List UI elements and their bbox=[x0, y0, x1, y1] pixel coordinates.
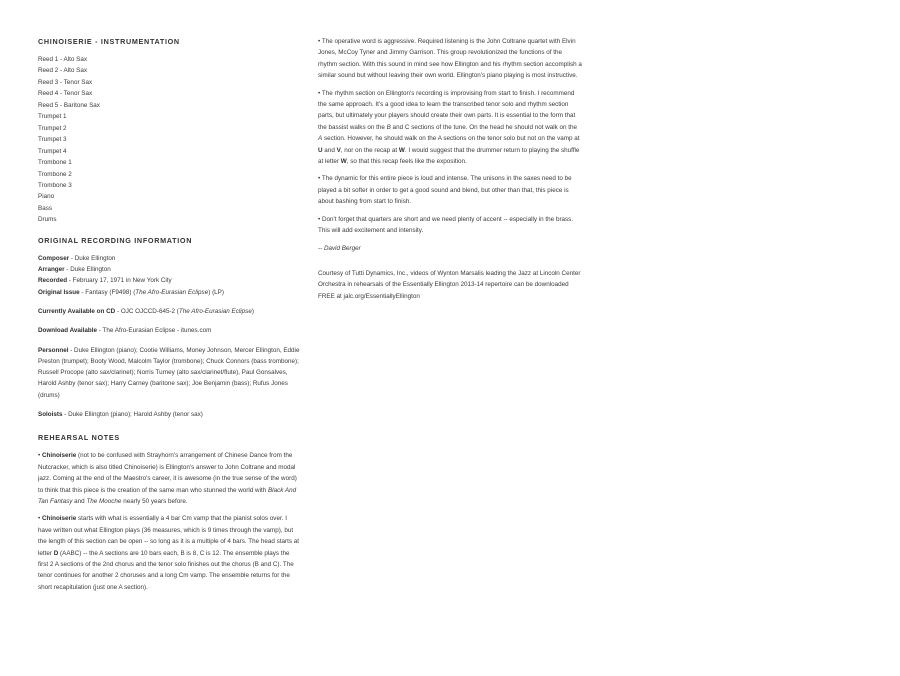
arranger-label: Arranger bbox=[38, 266, 65, 274]
cd-label: Currently Available on CD bbox=[38, 307, 116, 315]
instrument-item: Reed 2 - Alto Sax bbox=[38, 67, 88, 75]
note1-text-a: (not to be confused with Strayhorn's arrangement of Chinese Dance from the Nutcracker, which is also titled Chinoiserie) is Ellington's answer to John Coltrane and modal jazz. Coming at the end of the Maestro's career, it is awesome (in the true sense of the word) to think that this piece is the creation of the same man who stunned the world with bbox=[38, 452, 297, 494]
instrument-item: Trumpet 2 bbox=[38, 124, 67, 132]
instrument-item: Trumpet 3 bbox=[38, 136, 67, 144]
composer-label: Composer bbox=[38, 254, 70, 262]
instrument-item: Reed 1 - Alto Sax bbox=[38, 56, 88, 63]
rehearsal-note-1: • Chinoiserie (not to be confused with Strayhorn's arrangement of Chinese Dance from the Nutcracker, which is also titled Chinoiserie) is Ellington's answer to John Coltrane and modal jazz. Coming at the end of the Maestro's career, it is awesome (in the true sense of the word) to think that this piece is the creation of the same man who stunned the world with Black And Tan Fantasy and The Mooche nearly 50 years before. bbox=[38, 452, 297, 505]
rhythm-text-g: , so that this recap feels like the exposition. bbox=[346, 158, 467, 166]
letter-v: V bbox=[336, 146, 341, 154]
arranger-line bbox=[38, 264, 300, 275]
instrument-item: Bass bbox=[38, 204, 52, 212]
note2-text-b: (AABC) -- the A sections are 10 bars each, B is 8, C is 12. The ensemble plays the first 2 A sections of the 2nd chorus and the tenor solo finishes out the chorus (B and C). The tenor continues for another 2 choruses and a long Cm vamp. The ensemble returns for the short recapitulation (just one A section). bbox=[38, 549, 294, 591]
note-rhythm-section: • The rhythm section on Ellington's recording is improvising from start to finish. I recommend the same approach. It's a good idea to learn the transcribed tenor solo and rhythm section parts, but ultimately your players should create their own parts. It is essential to the form that the bassist walks on the B and C sections of the tune. On the head he should not walk on the A section. However, he should walk on the A sections on the tenor solo but not on the vamp at U and V, nor on the recap at W. I would suggest that the drummer return to playing the shuffle at letter W, so that this recap feels like the exposition. bbox=[318, 89, 580, 166]
note1-title-black-and-tan: Black And Tan Fantasy bbox=[38, 486, 297, 505]
soloists-label: Soloists bbox=[38, 411, 63, 419]
note1-title-mooche: The Mooche bbox=[86, 497, 122, 505]
instrument-item: Reed 3 - Tenor Sax bbox=[38, 78, 93, 86]
download-label: Download Available bbox=[38, 327, 98, 335]
rehearsal-heading: REHEARSAL NOTES bbox=[38, 433, 120, 443]
instrument-item: Trombone 1 bbox=[38, 159, 72, 167]
instrument-item: Trombone 2 bbox=[38, 170, 72, 178]
original-issue-album: The Afro-Eurasian Eclipse bbox=[135, 288, 209, 296]
rhythm-a-letter: A bbox=[318, 135, 323, 143]
instrument-item: Trumpet 1 bbox=[38, 113, 67, 121]
letter-w-2: W bbox=[340, 158, 347, 166]
instrumentation-heading: CHINOISERIE - INSTRUMENTATION bbox=[38, 37, 180, 46]
original-issue-post: ) (LP) bbox=[208, 288, 224, 296]
signature: -- David Berger bbox=[318, 244, 361, 252]
note2-text-a: starts with what is essentially a 4 bar Cm vamp that the pianist solos over. I have written out what Ellington plays (36 measures, which is 9 times through the vamp), but the length of this section can be open -- so long as it is a multiple of 4 bars. The head starts at letter bbox=[38, 515, 300, 557]
rhythm-text-f: . I would suggest that the drummer return to playing the shuffle at letter bbox=[318, 146, 580, 166]
personnel-label: Personnel bbox=[38, 346, 69, 354]
note1-title: Chinoiserie bbox=[41, 452, 77, 460]
original-issue-label: Original Issue bbox=[38, 288, 80, 296]
recording-section bbox=[38, 235, 300, 421]
soloists-value: - Duke Ellington (piano); Harold Ashby (tenor sax) bbox=[62, 411, 203, 419]
recording-heading: ORIGINAL RECORDING INFORMATION bbox=[38, 235, 193, 245]
cd-post: ) bbox=[251, 307, 254, 315]
instrument-item: Drums bbox=[38, 216, 57, 224]
note-quarters: • Don't forget that quarters are short and we need plenty of accent -- especially in the brass. This will add excitement and intensity. bbox=[318, 215, 574, 235]
right-column bbox=[318, 36, 582, 302]
soloists-line bbox=[38, 409, 300, 420]
note2-title: Chinoiserie bbox=[41, 515, 77, 523]
original-issue-pre: - Fantasy (F9498) ( bbox=[79, 288, 136, 296]
courtesy-note: Courtesy of Tutti Dynamics, Inc., videos of Wynton Marsalis leading the Jazz at Lincoln Center Orchestra in rehearsals of the Essentially Ellington 2013-14 repertoire can be downloaded FREE at jalc.org/EssentiallyEllington bbox=[318, 269, 581, 300]
cd-pre: - OJC OJCCD-645-2 ( bbox=[115, 307, 179, 315]
recorded-value: - February 17, 1971 in New York City bbox=[67, 277, 172, 285]
instrument-item: Trombone 3 bbox=[38, 181, 72, 189]
note-aggressive-text: The operative word is aggressive. Required listening is the John Coltrane quartet with Elvin Jones, McCoy Tyner and Jimmy Garrison. This group revolutionized the functions of the rhythm section. With this sound in mind see how Ellington and his rhythm section accomplish a similar sound but without leaving their own world. Ellington's piano playing is most instructive. bbox=[318, 38, 582, 80]
note1-text-b: and bbox=[72, 497, 87, 505]
note-quarters-text: Don't forget that quarters are short and we need plenty of accent -- especially in the brass. This will add excitement and intensity. bbox=[318, 215, 574, 235]
original-issue-line bbox=[38, 287, 300, 298]
recorded-line bbox=[38, 275, 300, 286]
note-aggressive: • The operative word is aggressive. Required listening is the John Coltrane quartet with Elvin Jones, McCoy Tyner and Jimmy Garrison. This group revolutionized the functions of the rhythm section. With this sound in mind see how Ellington and his rhythm section accomplish a similar sound but without leaving their own world. Ellington's piano playing is most instructive. bbox=[318, 38, 582, 80]
rhythm-b-letter: B bbox=[386, 123, 391, 131]
rhythm-text-b: and C sections of the tune. On the head he should not walk on the bbox=[390, 123, 578, 131]
letter-w: W bbox=[398, 146, 405, 154]
recorded-label: Recorded bbox=[38, 277, 68, 285]
composer-line bbox=[38, 253, 300, 264]
personnel-value: - Duke Ellington (piano); Cootie Williams, Money Johnson, Mercer Ellington, Eddie Preston (trumpet); Booty Wood, Malcolm Taylor (trombone); Chuck Connors (bass trombone); Russell Procope (alto sax/clarinet); Norris Turney (alto sax/clarinet/flute), Paul Gonsalves, Harold Ashby (tenor sax); Harry Carney (baritone sax); Joe Benjamin (bass); Rufus Jones (drums) bbox=[38, 346, 300, 399]
rehearsal-note-2: • Chinoiserie starts with what is essentially a 4 bar Cm vamp that the pianist solos over. I have written out what Ellington plays (36 measures, which is 9 times through the vamp), but the length of this section can be open -- so long as it is a multiple of 4 bars. The head starts at letter D (AABC) -- the A sections are 10 bars each, B is 8, C is 12. The ensemble plays the first 2 A sections of the 2nd chorus and the tenor solo finishes out the chorus (B and C). The tenor continues for another 2 choruses and a long Cm vamp. The ensemble returns for the short recapitulation (just one A section). bbox=[38, 515, 300, 591]
instrumentation-list bbox=[38, 54, 300, 226]
instrument-item: Reed 4 - Tenor Sax bbox=[38, 90, 93, 98]
note2-letter: D bbox=[53, 549, 59, 557]
instrument-item: Piano bbox=[38, 193, 55, 201]
download-value: - The Afro-Eurasian Eclipse - itunes.com bbox=[97, 327, 212, 335]
arranger-value: - Duke Ellington bbox=[64, 266, 111, 274]
letter-u: U bbox=[318, 146, 323, 154]
rhythm-text-c: section. However, he should walk on the A sections on the tenor solo but not on the vamp at bbox=[322, 135, 580, 143]
instrument-item: Trumpet 4 bbox=[38, 147, 67, 155]
note-dynamic: • The dynamic for this entire piece is loud and intense. The unisons in the saxes need to be played a bit softer in order to get a good sound and blend, but other than that, this piece is about bashing from start to finish. bbox=[318, 175, 572, 206]
cd-line bbox=[38, 306, 300, 317]
note1-text-c: nearly 50 years before. bbox=[121, 497, 188, 505]
note-dynamic-text: The dynamic for this entire piece is loud and intense. The unisons in the saxes need to be played a bit softer in order to get a good sound and blend, but other than that, this piece is about bashing from start to finish. bbox=[318, 175, 572, 206]
left-column bbox=[38, 36, 300, 599]
personnel-line bbox=[38, 345, 300, 401]
rhythm-text-e: , nor on the recap at bbox=[340, 146, 399, 154]
download-line bbox=[38, 325, 300, 336]
rehearsal-section bbox=[38, 432, 300, 593]
composer-value: - Duke Ellington bbox=[69, 254, 116, 262]
cd-album: The Afro-Eurasian Eclipse bbox=[178, 307, 252, 315]
instrument-item: Reed 5 - Baritone Sax bbox=[38, 101, 100, 109]
rhythm-text-d: and bbox=[322, 146, 337, 154]
rhythm-text-a: The rhythm section on Ellington's recording is improvising from start to finish. I recommend the same approach. It's a good idea to learn the transcribed tenor solo and rhythm section parts, but ultimately your players should create their own parts. It is essential to the form that the bassist walks on the bbox=[318, 89, 576, 131]
